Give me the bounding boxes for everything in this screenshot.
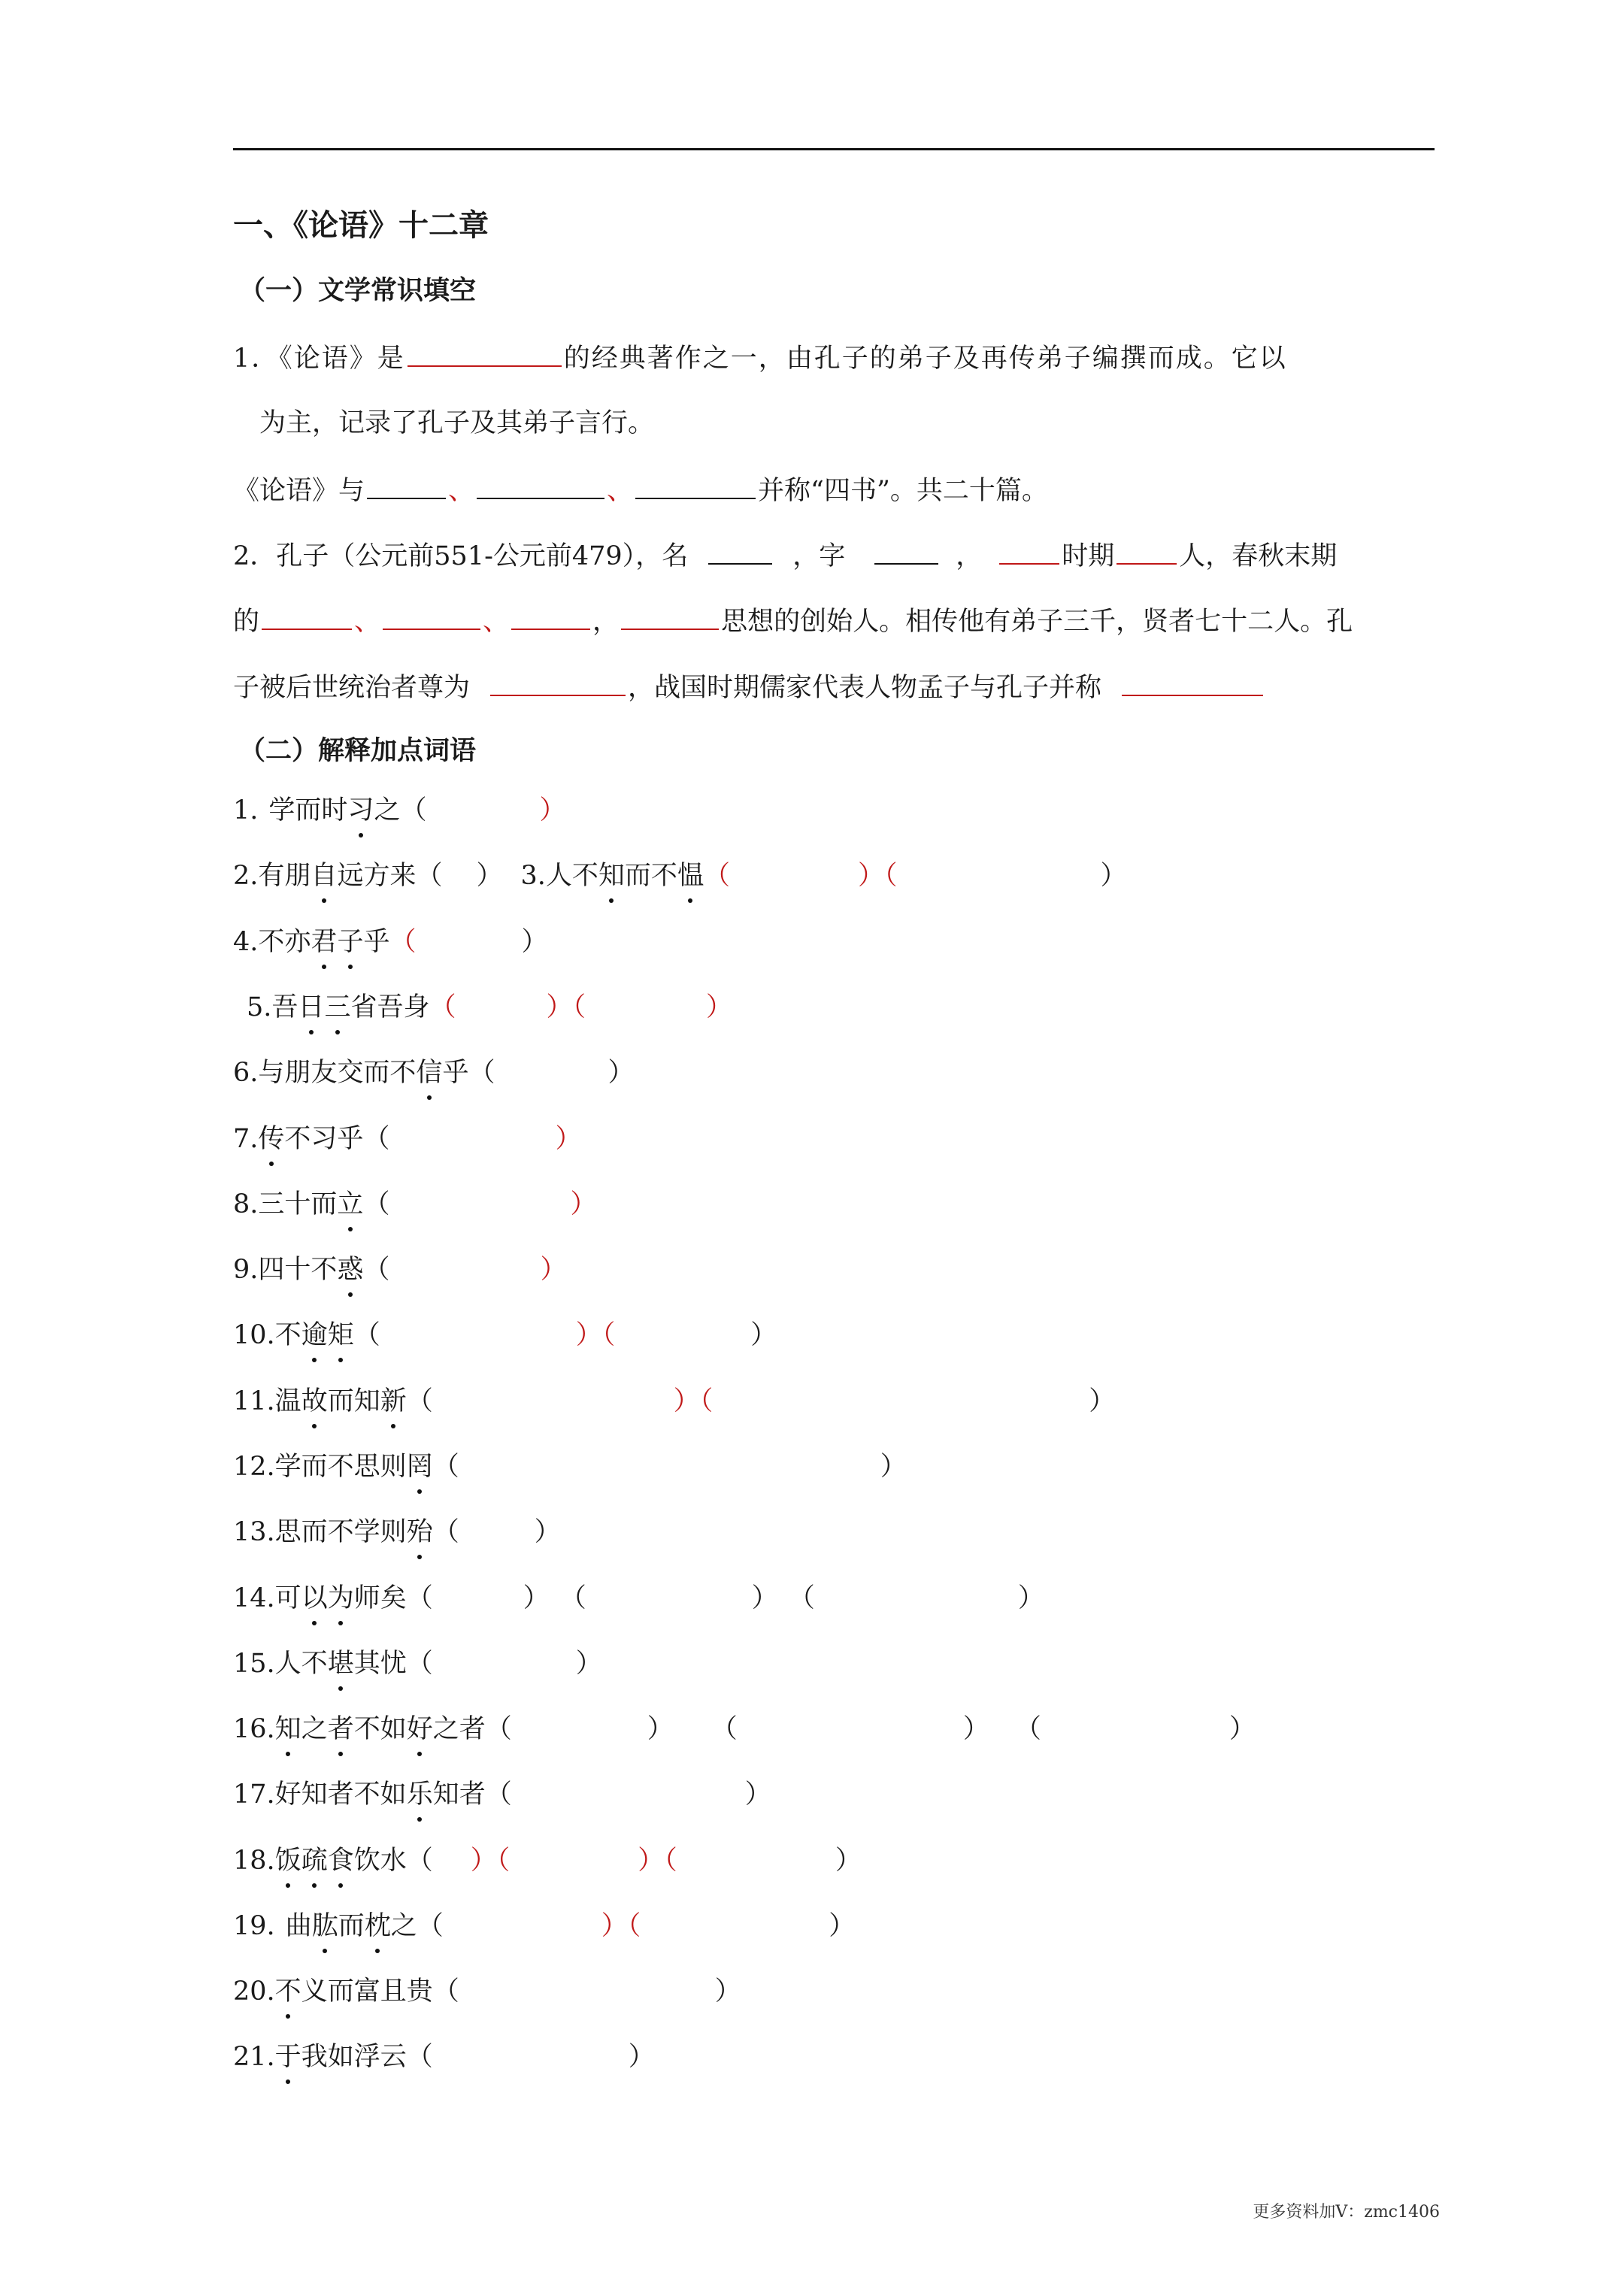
section-title-literature: （一）文学常识填空	[239, 276, 477, 306]
answer-blank[interactable]	[477, 472, 604, 499]
dotted-char: 于	[275, 2040, 301, 2074]
dotted-char: 乐	[407, 1777, 433, 1812]
item-21: 21.于我如浮云（ ）	[233, 2040, 655, 2074]
question-2-line-3: 子被后世统治者尊为 ，战国时期儒家代表人物孟子与孔子并称	[233, 669, 1265, 705]
dotted-char: 逾	[301, 1318, 328, 1352]
answer-blank[interactable]	[874, 538, 938, 565]
question-1-line-2: 为主，记录了孔子及其弟子言行。	[259, 408, 655, 438]
dotted-char: 新	[380, 1384, 407, 1419]
item-6: 6.与朋友交而不信乎（ ）	[233, 1056, 634, 1090]
dotted-char: 枕	[365, 1909, 391, 1943]
dotted-char: 故	[301, 1384, 328, 1419]
answer-blank[interactable]	[621, 603, 719, 630]
dotted-char: 殆	[407, 1515, 433, 1549]
item-1: 1. 学而时习之（ ）	[233, 793, 565, 828]
dotted-char: 以	[301, 1581, 328, 1616]
dotted-char: 子	[337, 925, 363, 959]
answer-blank[interactable]	[999, 538, 1059, 565]
dotted-char: 堪	[328, 1646, 354, 1681]
dotted-char: 惑	[337, 1253, 363, 1287]
item-4: 4.不亦君子乎（ ）	[233, 925, 548, 959]
answer-blank[interactable]	[490, 669, 626, 696]
answer-blank[interactable]	[635, 472, 756, 499]
item-7: 7.传不习乎（ ）	[233, 1122, 581, 1156]
answer-blank[interactable]	[511, 603, 590, 630]
item-12: 12.学而不思则罔（ ）	[233, 1449, 907, 1484]
dotted-char: 饭	[275, 1843, 301, 1878]
item-5: 5.吾日三省吾身（ ）（ ）	[247, 990, 732, 1025]
dotted-char: 罔	[407, 1449, 433, 1484]
top-rule	[233, 148, 1435, 150]
dotted-char: 矩	[328, 1318, 354, 1352]
dotted-char: 疏	[301, 1843, 328, 1878]
answer-blank[interactable]	[1116, 538, 1177, 565]
dotted-char: 立	[337, 1187, 363, 1222]
item-15: 15.人不堪其忧（ ）	[233, 1646, 602, 1681]
section-title-explain-words: （二）解释加点词语	[239, 736, 477, 766]
dotted-char: 日	[298, 990, 324, 1025]
dotted-char: 自	[311, 859, 337, 893]
dotted-char: 知	[275, 1712, 301, 1746]
item-8: 8.三十而立（ ）	[233, 1187, 596, 1222]
item-11: 11.温故而知新（ ）（ ）	[233, 1384, 1115, 1419]
footer-note: 更多资料加V：zmc1406	[1253, 2203, 1440, 2222]
answer-blank[interactable]	[262, 603, 352, 630]
dotted-char: 君	[311, 925, 337, 959]
item-16: 16.知之者不如好之者（ ） （ ） （ ）	[233, 1712, 1256, 1746]
answer-blank[interactable]	[708, 538, 772, 565]
dotted-char: 者	[328, 1712, 354, 1746]
dotted-char: 三	[324, 990, 350, 1025]
question-1-four-books: 《论语》与 、 、 并称“四书”。共二十篇。	[233, 472, 1048, 508]
answer-blank[interactable]	[408, 340, 562, 367]
dotted-char: 为	[328, 1581, 354, 1616]
dotted-char: 信	[416, 1056, 442, 1090]
item-20: 20.不义而富且贵（ ）	[233, 1974, 741, 2009]
item-18: 18.饭疏食饮水（ ）（ ）（ ）	[233, 1843, 862, 1878]
item-13: 13.思而不学则殆（ ）	[233, 1515, 561, 1549]
chapter-heading: 一、《论语》十二章	[233, 208, 489, 243]
item-17: 17.好知者不如乐知者（ ）	[233, 1777, 771, 1812]
question-2-line-1: 2．孔子（公元前551-公元前479），名 ，字 ， 时期 人，春秋末期	[233, 538, 1337, 574]
item-19: 19. 曲肱而枕之（ ）（ ）	[233, 1909, 855, 1943]
dotted-char: 不	[275, 1974, 301, 2009]
dotted-char: 知	[598, 859, 625, 893]
item-9: 9.四十不惑（ ）	[233, 1253, 566, 1287]
dotted-char: 习	[347, 793, 374, 828]
item-14: 14.可以为师矣（ ） （ ） （ ）	[233, 1581, 1044, 1616]
item-10: 10.不逾矩（ ）（ ）	[233, 1318, 777, 1352]
item-2-3: 2.有朋自远方来（ ） 3.人不知而不愠（ ）（ ）	[233, 859, 1127, 893]
answer-blank[interactable]	[367, 472, 446, 499]
dotted-char: 肱	[312, 1909, 338, 1943]
dotted-char: 食	[328, 1843, 354, 1878]
dotted-char: 传	[258, 1122, 284, 1156]
question-1-line-1: 1．《论语》是 的经典著作之一，由孔子的弟子及再传弟子编撰而成。它以	[233, 340, 1340, 376]
question-2-line-2: 的 、 、 ， 思想的创始人。相传他有弟子三千，贤者七十二人。孔	[233, 603, 1353, 639]
dotted-char: 好	[407, 1712, 433, 1746]
answer-blank[interactable]	[383, 603, 480, 630]
answer-blank[interactable]	[1122, 669, 1263, 696]
dotted-char: 愠	[677, 859, 704, 893]
